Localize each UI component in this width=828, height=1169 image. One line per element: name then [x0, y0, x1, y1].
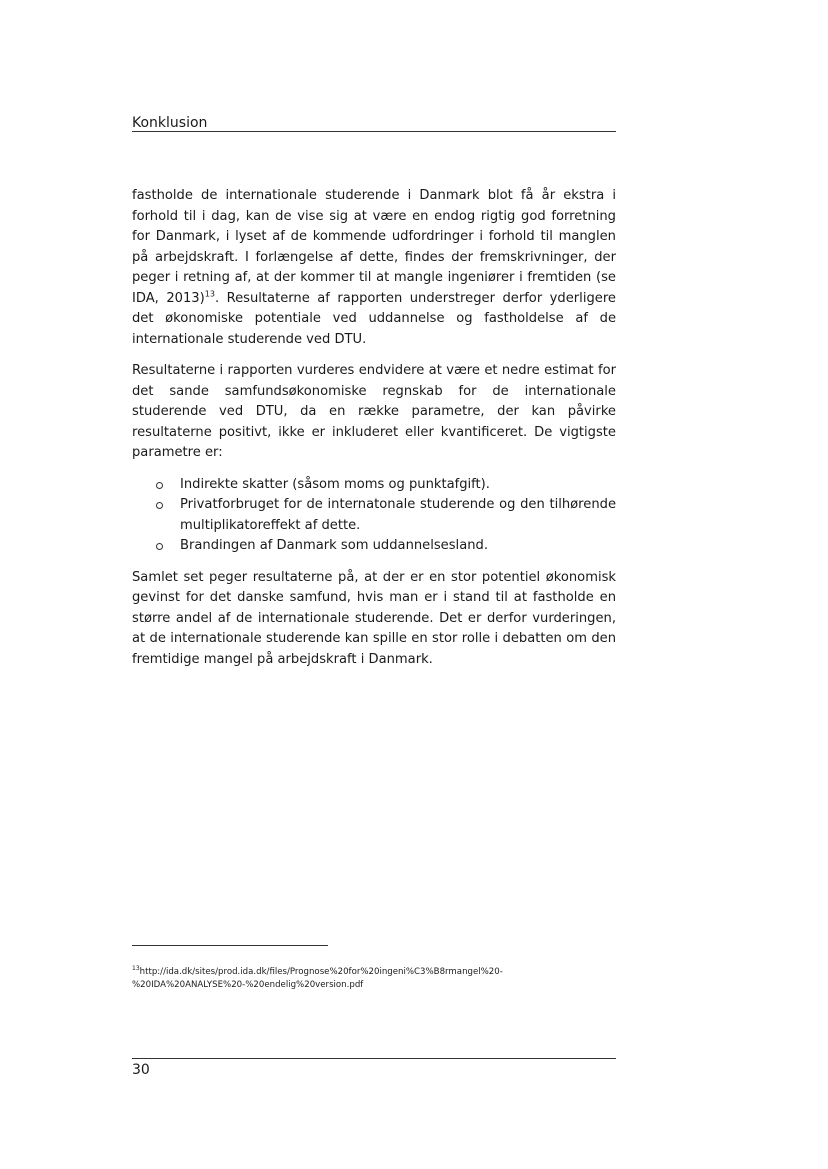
- circle-bullet-icon: [156, 543, 163, 550]
- footnote-number: 13: [132, 965, 140, 973]
- paragraph-3: Samlet set peger resultaterne på, at der er en stor potentiel økonomisk gevinst for det danske samfund, hvis man er i stand til at fastholde en større andel af de internationale studerende. Det er derfor vurderingen, at de internationale studerende kan spille en stor rolle i debatten om den fremtidige mangel på arbejdskraft i Danmark.: [132, 569, 616, 667]
- list-item: [180, 536, 616, 557]
- circle-bullet-icon: [156, 502, 163, 509]
- footnote-reference: 13: [204, 289, 215, 299]
- paragraph-1-tail: . Resultaterne af rapporten understreger derfor yderligere det økonomiske potentiale ved uddannelse og fastholdelse af de internationale studerende ved DTU.: [132, 290, 616, 347]
- footnote-divider: [132, 945, 328, 946]
- parameter-list: [132, 475, 616, 557]
- list-item-text: Privatforbruget for de internatonale studerende og den tilhørende multiplikatoreffekt af dette.: [180, 497, 616, 533]
- paragraph-2: Resultaterne i rapporten vurderes endvidere at være et nedre estimat for det sande samfundsøkonomiske regnskab for de internationale studerende ved DTU, da en række parametre, der kan påvirke resultaterne positivt, ikke er inkluderet eller kvantificeret. De vigtigste parametre er:: [132, 363, 616, 460]
- footnote-url: http://ida.dk/sites/prod.ida.dk/files/Prognose%20for%20ingeni%C3%B8rmangel%20-%20IDA%20ANALYSE%20-%20endelig%20version.pdf: [132, 967, 503, 990]
- footnote: [132, 966, 616, 992]
- section-title: Konklusion: [132, 115, 208, 131]
- footer-divider: [132, 1058, 616, 1059]
- list-item-text: Indirekte skatter (såsom moms og punktafgift).: [180, 476, 490, 492]
- circle-bullet-icon: [156, 482, 163, 489]
- list-item-text: Brandingen af Danmark som uddannelsesland.: [180, 538, 488, 553]
- page-number: 30: [132, 1062, 150, 1078]
- body-text: [132, 186, 616, 681]
- running-header: [132, 115, 616, 132]
- paragraph-1: [132, 186, 616, 350]
- list-item: [180, 495, 616, 536]
- paragraph-1-text: fastholde de internationale studerende i Danmark blot få år ekstra i forhold til i dag, kan de vise sig at være en endog rigtig god forretning for Danmark, i lyset af de kommende udfordringer i forhold til manglen på arbejdskraft. I forlængelse af dette, findes der fremskrivninger, der peger i retning af, at der kommer til at mangle ingeniører i fremtiden (se IDA, 2013): [132, 188, 616, 306]
- list-item: [180, 475, 616, 496]
